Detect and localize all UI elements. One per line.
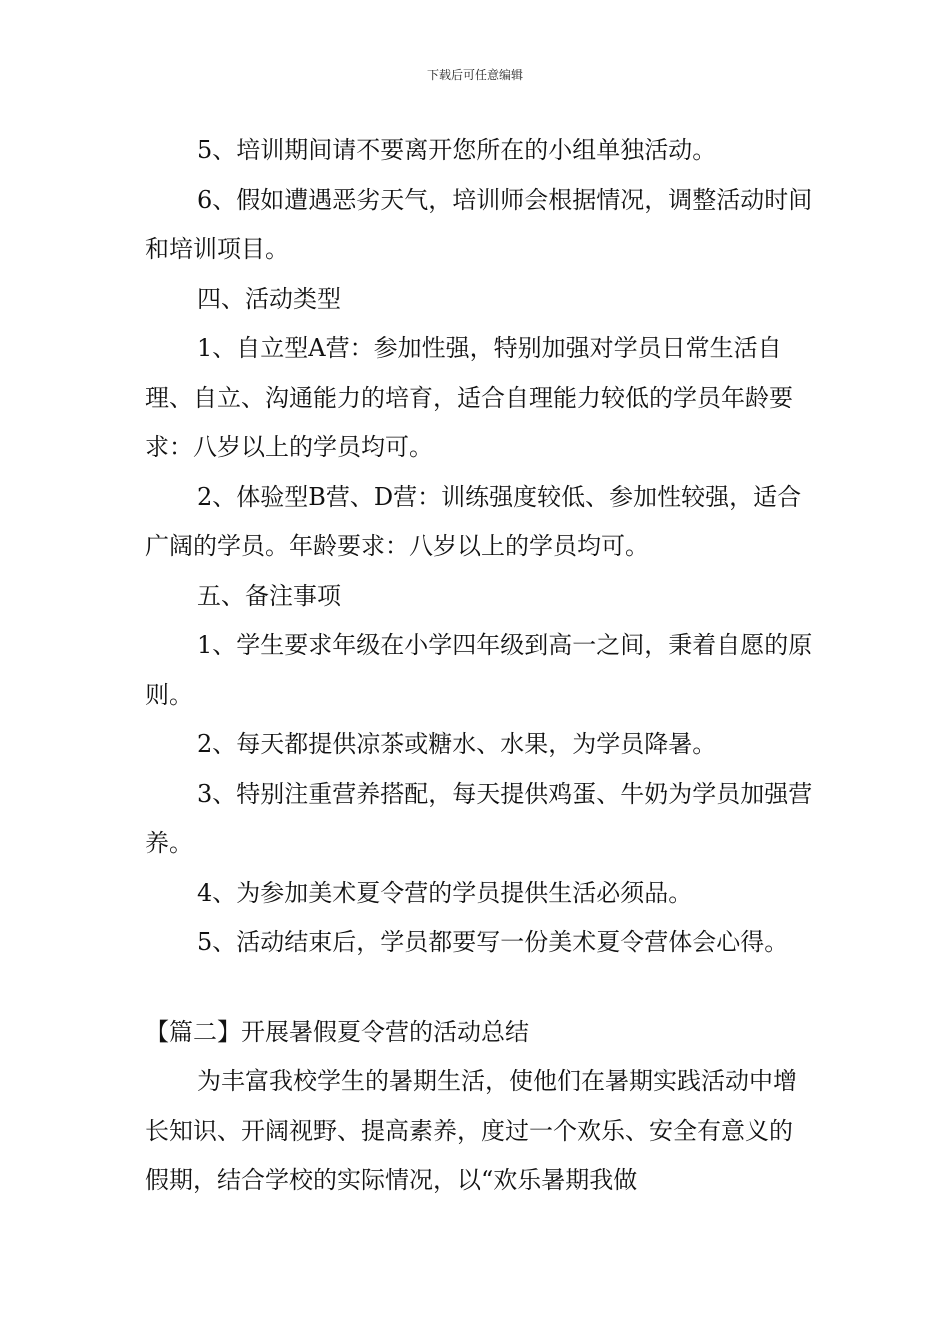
paragraph-1: 5、培训期间请不要离开您所在的小组单独活动。 (197, 136, 717, 164)
section-body-paragraph: 为丰富我校学生的暑期生活，使他们在暑期实践活动中增长知识、开阔视野、提高素养，度过一个欢乐、安全有意义的假期，结合学校的实际情况，以“欢乐暑期我做 (145, 1067, 797, 1194)
paragraph-6: 2、每天都提供凉茶或糖水、水果，为学员降暑。 (197, 730, 717, 758)
paragraph-8: 4、为参加美术夏令营的学员提供生活必须品。 (197, 878, 693, 907)
document-body (145, 126, 813, 1206)
section-title: 【篇二】开展暑假夏令营的活动总结 (145, 1017, 529, 1046)
paragraph-7: 3、特别注重营养搭配，每天提供鸡蛋、牛奶为学员加强营养。 (145, 779, 813, 857)
paragraph-4: 2、体验型B营、D营：训练强度较低、参加性较强，适合广阔的学员。年龄要求：八岁以上的学员均可。 (145, 482, 802, 560)
paragraph-5: 1、学生要求年级在小学四年级到高一之间，秉着自愿的原则。 (145, 631, 813, 709)
paragraph-2: 6、假如遭遇恶劣天气，培训师会根据情况，调整活动时间和培训项目。 (145, 185, 813, 263)
section-heading-notes: 五、备注事项 (197, 581, 341, 610)
page-header-note: 下载后可任意编辑 (426, 68, 523, 82)
section-heading-activity-types: 四、活动类型 (197, 284, 341, 313)
paragraph-9: 5、活动结束后，学员都要写一份美术夏令营体会心得。 (197, 928, 789, 956)
paragraph-3: 1、自立型A营：参加性强，特别加强对学员日常生活自理、自立、沟通能力的培育，适合自理能力较低的学员年龄要求：八岁以上的学员均可。 (145, 334, 793, 461)
